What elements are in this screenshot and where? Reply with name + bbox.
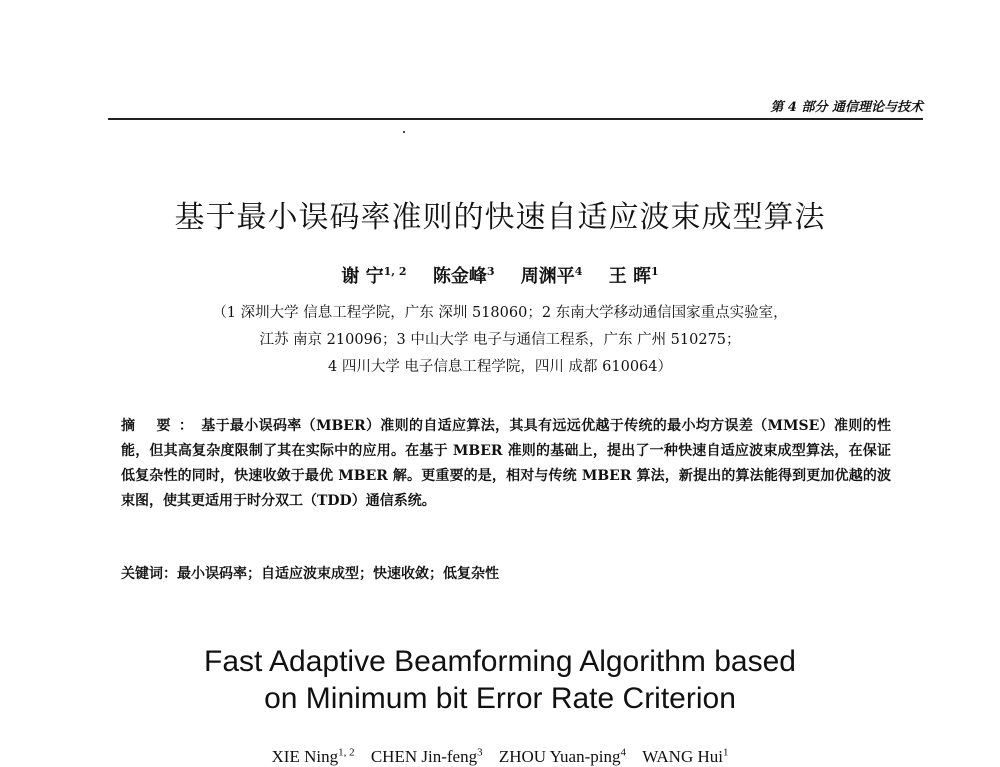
keywords (121, 563, 891, 583)
abstract-text: 基于最小误码率（MBER）准则的自适应算法，其具有远远优越于传统的最小均方误差（MMSE）准则的性能，但其高复杂度限制了其在实际中的应用。在基于 MBER 准则的基础上，提出了一种快速自适应波束成型算法，在保证低复杂性的同时，快速收敛于最优 MBER 解。更重要的是，相对与传统 MBER 算法，新提出的算法能得到更加优越的波束图，使其更适用于时分双工（TDD）通信系统。 (121, 418, 891, 509)
affiliation-line: （1 深圳大学 信息工程学院，广东 深圳 518060；2 东南大学移动通信国家重点实验室， (212, 305, 788, 321)
english-title-line: on Minimum bit Error Rate Criterion (264, 682, 736, 715)
keywords-text: 最小误码率；自适应波束成型；快速收敛；低复杂性 (177, 566, 499, 582)
english-title (0, 643, 1000, 717)
english-title-line: Fast Adaptive Beamforming Algorithm based (204, 645, 796, 678)
affiliations (110, 300, 890, 381)
author-en: XIE Ning$^{1, 2}$ (271, 746, 355, 766)
affiliation-line: 江苏 南京 210096；3 中山大学 电子与通信工程系，广东 广州 510275； (259, 332, 741, 348)
chinese-authors (0, 262, 1000, 288)
scan-speck (403, 131, 405, 133)
keywords-label: 关键词： (121, 566, 177, 582)
header-rule (108, 118, 923, 120)
author: 陈金峰$^3$ (432, 265, 495, 287)
affiliation-line: 4 四川大学 电子信息工程学院，四川 成都 610064） (327, 359, 672, 375)
running-header: 第 4 部分 通信理论与技术 (770, 100, 923, 115)
author: 周渊平$^4$ (520, 265, 583, 287)
author: 谢 宁$^{1, 2}$ (341, 265, 407, 287)
author-en: ZHOU Yuan-ping$^4$ (498, 746, 626, 766)
author: 王 晖$^1$ (608, 265, 659, 287)
abstract (121, 414, 891, 514)
chinese-title: 基于最小误码率准则的快速自适应波束成型算法 (174, 200, 826, 235)
author-en: CHEN Jin-feng$^3$ (370, 746, 483, 766)
abstract-label: 摘 要： (121, 418, 202, 434)
english-authors (0, 746, 1000, 767)
author-en: WANG Hui$^1$ (642, 746, 729, 766)
